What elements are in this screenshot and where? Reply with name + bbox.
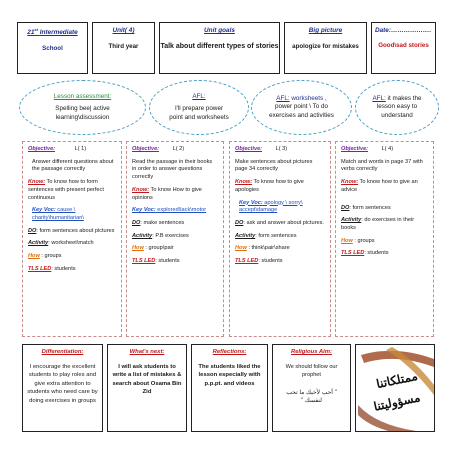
header-goals	[159, 22, 280, 74]
religious-aim-text: We should follow our prophet	[285, 363, 338, 378]
big-picture-value: apologize for mistakes	[292, 43, 359, 50]
know-row: Know: To know how to give an advice	[341, 179, 418, 193]
religious-aim-title: Religious Aim:	[290, 349, 333, 355]
do-row: DO: form sentences about pictures	[28, 227, 115, 234]
objective-text: Make sentences about pictures page 34 correctly	[235, 158, 313, 173]
objective-text: Read the passage in their books in order to answer questions correctly	[132, 158, 213, 181]
vocab-row: Key Voc: cause \ charity\humanitarian\	[32, 207, 84, 222]
ellipse-afl-3	[355, 80, 439, 135]
activity-row: Activity: do exercises in their books	[341, 217, 415, 232]
big-picture-label: Big picture	[308, 27, 343, 34]
objective-heading: Objective: L( 4)	[341, 146, 394, 152]
ellipse-afl-2	[251, 80, 352, 135]
lesson-column-1	[22, 141, 122, 337]
ellipse-line: power point \ To do	[274, 103, 329, 111]
differentiation-text: I encourage the excellent students to play roles and give extra attention to students who need care by doing exercises in groups	[27, 363, 98, 404]
whats-next-box	[107, 344, 187, 432]
know-row: Know: To know How to give opinions	[132, 186, 202, 201]
ellipse-line: learning\discussion	[55, 113, 110, 121]
header-grade-school	[17, 22, 88, 74]
activity-row: Activity: P.B exercises	[132, 232, 189, 239]
whats-next-title: What's next:	[129, 349, 165, 355]
how-row: How : groups	[341, 237, 375, 244]
know-row: Know: To know how to form sentences with present perfect continuous	[28, 179, 104, 201]
ellipse-title: AFL: it makes the	[372, 94, 422, 102]
lesson-column-3	[229, 141, 331, 337]
logo-text-line1: ممتلكاتنا	[375, 368, 419, 392]
vocab-row: Key Voc: explored\lack\motor	[132, 207, 207, 214]
do-row: DO: form sentences	[341, 204, 391, 211]
header-unit	[92, 22, 155, 74]
goals-label: Unit goals	[204, 27, 235, 34]
goals-value: Talk about different types of stories	[160, 43, 279, 50]
unit-label: Unit( 4)	[112, 27, 135, 34]
reflections-title: Reflections:	[212, 349, 247, 355]
how-row: How : think\pair\share	[235, 245, 290, 252]
lesson-column-2	[126, 141, 224, 337]
objective-heading: Objective: L( 2)	[132, 146, 185, 152]
vocab-row: Key Voc: apology \ sorry\ accept\damage	[239, 199, 303, 214]
tls-row: TLS LED: students	[341, 250, 389, 257]
objective-text: Match and words in page 37 with verbs correctly	[341, 158, 423, 173]
whats-next-text: I will ask students to write a list of mistakes & search about Osama Bin Zid	[112, 363, 182, 396]
ellipse-title: Lesson assessment:	[53, 92, 112, 100]
religious-aim-arabic: " أحب لأخيك ما تحب لنفسك "	[286, 389, 337, 405]
ellipse-lesson-assessment	[19, 80, 146, 135]
tls-row: TLS LED: students	[132, 258, 180, 265]
date-value: Good\sad stories	[378, 42, 429, 49]
header-big-picture	[284, 22, 367, 74]
how-row: How : group\pair	[132, 245, 174, 252]
ellipse-title: AFL:	[192, 92, 206, 100]
ellipse-afl-1	[149, 80, 249, 135]
ellipse-line: exercises and activities	[269, 111, 334, 119]
ellipse-line: Spelling bee| active	[55, 105, 110, 113]
school-label: School	[42, 45, 63, 53]
logo-text-line2: مسؤوليتنا	[372, 390, 422, 414]
lesson-column-4	[335, 141, 434, 337]
religious-aim-box	[272, 344, 351, 432]
header-date	[371, 22, 436, 74]
do-row: DO: ask and answer about pictures.	[235, 220, 324, 227]
do-row: DO: make sentences	[132, 220, 185, 227]
ellipse-title: AFL: worksheets ,	[276, 94, 327, 102]
logo-box	[355, 344, 435, 432]
date-label: Date:……………….	[375, 27, 432, 34]
objective-heading: Objective: L( 3)	[235, 146, 288, 152]
ellipse-line: I'll prepare power	[174, 105, 224, 113]
year-label: Third year	[108, 43, 139, 50]
reflections-text: The students liked the lesson especially with p.p.pt. and videos	[198, 363, 261, 387]
tls-row: TLS LED: students	[28, 265, 76, 272]
tls-row: TLS LED: students	[235, 258, 283, 265]
ellipse-line: lesson easy to	[376, 103, 418, 111]
know-row: Know: To know how to give apologies	[235, 179, 304, 193]
objective-text: Answer different questions about the passage correctly	[32, 158, 114, 173]
objective-heading: Objective: L( 1)	[28, 146, 87, 152]
activity-row: Activity: form sentences	[235, 232, 297, 239]
ellipse-line: understand	[381, 111, 413, 119]
grade-label: 21st Intermediate	[27, 27, 78, 37]
how-row: How : groups	[28, 253, 62, 260]
reflections-box	[191, 344, 268, 432]
differentiation-title: Differentiation:	[41, 349, 84, 355]
ellipse-line: point and worksheets	[169, 113, 229, 121]
differentiation-box	[22, 344, 103, 432]
activity-row: Activity: worksheet\match	[28, 240, 94, 247]
